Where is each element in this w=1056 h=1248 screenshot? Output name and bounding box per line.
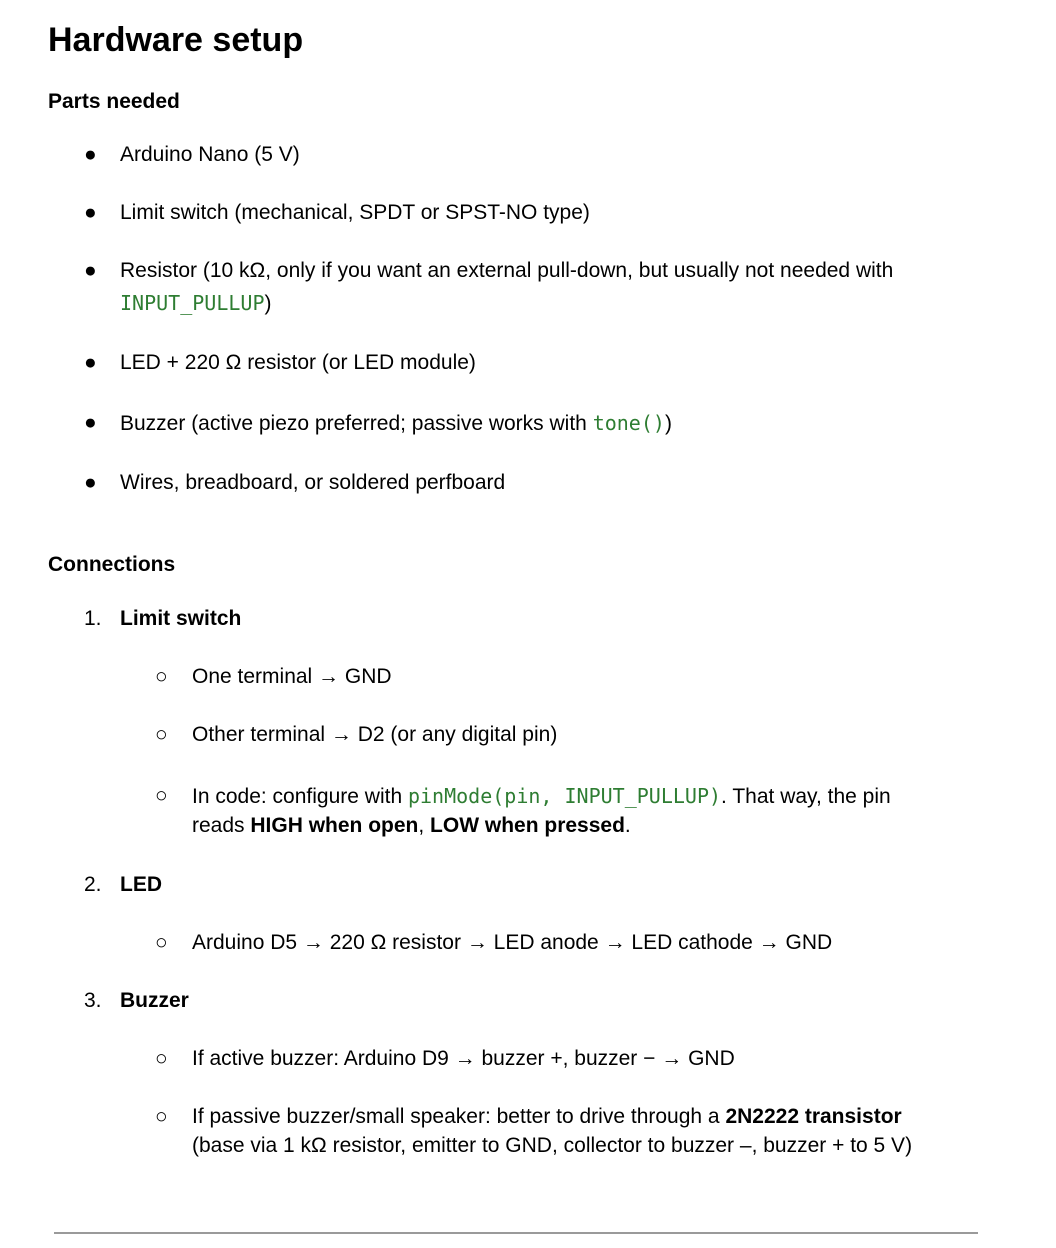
sub-list-item: Arduino D5 → 220 Ω resistor → LED anode → LED cathode → GND xyxy=(192,931,833,954)
list-number: 2. xyxy=(84,873,102,896)
sub-bullet-icon: ○ xyxy=(155,784,168,807)
sub-list-item: One terminal → GND xyxy=(192,665,392,688)
bold-text: LOW when pressed xyxy=(430,814,625,837)
section-title: Buzzer xyxy=(120,989,189,1012)
inline-code: INPUT_PULLUP xyxy=(120,291,265,315)
sub-bullet-icon: ○ xyxy=(155,665,168,688)
bullet-icon: ● xyxy=(84,351,97,374)
page-title: Hardware setup xyxy=(48,21,304,59)
bold-text: HIGH when open xyxy=(250,814,419,837)
section-title: Limit switch xyxy=(120,607,242,630)
list-item: Limit switch (mechanical, SPDT or SPST-NO type) xyxy=(120,201,590,224)
inline-code: tone() xyxy=(592,411,665,435)
list-number: 3. xyxy=(84,989,102,1012)
bullet-icon: ● xyxy=(84,201,97,224)
section-title: LED xyxy=(120,873,162,896)
horizontal-divider xyxy=(54,1232,978,1234)
list-item: Buzzer (active piezo preferred; passive works with tone()) xyxy=(120,411,672,435)
list-item: LED + 220 Ω resistor (or LED module) xyxy=(120,351,476,374)
bold-text: 2N2222 transistor xyxy=(725,1105,902,1128)
sub-bullet-icon: ○ xyxy=(155,1105,168,1128)
bullet-icon: ● xyxy=(84,411,97,434)
sub-list-item: Other terminal → D2 (or any digital pin) xyxy=(192,723,558,746)
sub-list-item: If active buzzer: Arduino D9 → buzzer +, buzzer − → GND xyxy=(192,1047,735,1070)
sub-bullet-icon: ○ xyxy=(155,1047,168,1070)
parts-heading: Parts needed xyxy=(48,90,180,113)
list-item: Wires, breadboard, or soldered perfboard xyxy=(120,471,506,494)
bullet-icon: ● xyxy=(84,259,97,282)
sub-list-item-continuation: reads HIGH when open, LOW when pressed. xyxy=(192,814,631,837)
inline-code: pinMode(pin, INPUT_PULLUP) xyxy=(407,784,722,808)
sub-list-item: In code: configure with pinMode(pin, INPUT_PULLUP). That way, the pin xyxy=(192,784,891,808)
list-item-continuation: INPUT_PULLUP) xyxy=(120,291,272,315)
sub-list-item: If passive buzzer/small speaker: better to drive through a 2N2222 transistor xyxy=(192,1105,902,1128)
list-item: Resistor (10 kΩ, only if you want an external pull-down, but usually not needed with xyxy=(120,259,894,282)
list-number: 1. xyxy=(84,607,102,630)
bullet-icon: ● xyxy=(84,143,97,166)
sub-bullet-icon: ○ xyxy=(155,723,168,746)
sub-bullet-icon: ○ xyxy=(155,931,168,954)
connections-heading: Connections xyxy=(48,553,176,576)
sub-list-item-continuation: (base via 1 kΩ resistor, emitter to GND, collector to buzzer –, buzzer + to 5 V) xyxy=(192,1134,913,1157)
list-item: Arduino Nano (5 V) xyxy=(120,143,300,166)
bullet-icon: ● xyxy=(84,471,97,494)
